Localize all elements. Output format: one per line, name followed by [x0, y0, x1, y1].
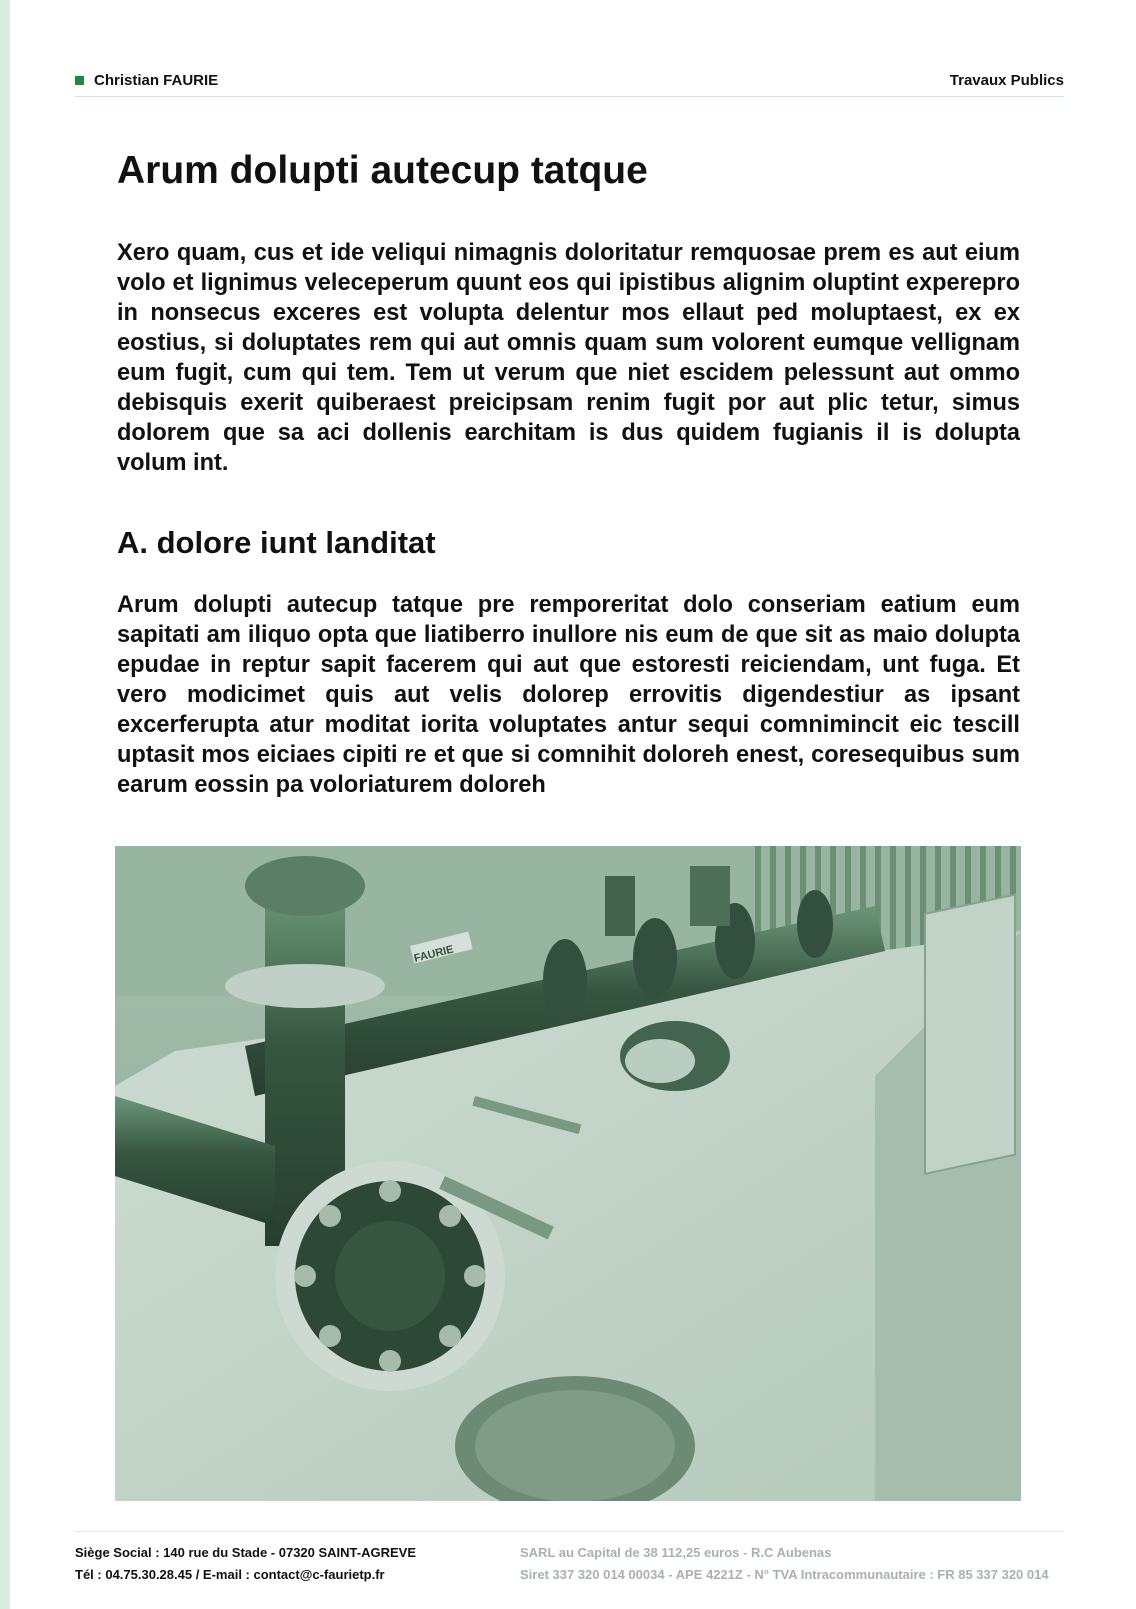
pipe-installation-photo: [115, 846, 1021, 1501]
footer-capital: SARL au Capital de 38 112,25 euros - R.C Aubenas: [520, 1545, 832, 1560]
page-header: [75, 70, 1064, 97]
intro-paragraph: Xero quam, cus et ide veliqui nimagnis doloritatur remquosae prem es aut eium volo et lignimus veleceperum quunt eos qui ipistibus alignim oluptint experepro in nonsecus exceres est volupta delentur mos ellaut ped moluptaest, ex ex eostius, si doluptates rem qui aut omnis quam sum volorent eumque vellignam eum fugit, cum qui tem. Tem ut verum que niet escidem pelessunt aut ommo debisquis exerit quiberaest preicipsam renim fugit por aut plic tetur, simus dolorem que sa aci dollenis earchitam is dus quidem fugianis il is dolupta volum int.: [117, 240, 1020, 476]
section-title: A. dolore iunt landitat: [117, 525, 436, 560]
company-name: Christian FAURIE: [94, 72, 219, 89]
footer-address: Siège Social : 140 rue du Stade - 07320 SAINT-AGREVE: [75, 1545, 417, 1560]
page-footer: [75, 1531, 1064, 1592]
section-paragraph: Arum dolupti autecup tatque pre remporeritat dolo conseriam eatium eum sapitati am iliquo opta que liatiberro inullore nis eum de que sit as maio dolupta epudae in reptur sapit facerem qui aut que estoresti reiciendam, unt fuga. Et vero modicimet quis aut velis dolorep errovitis digendestiur as ipsant excerferupta atur moditat iorita voluptates antur sequi comnimincit eic tescill uptasit mos eiciaes cipiti re et que si comnihit doloreh enest, coresequibus sum earum eossin pa voloriaturem doloreh: [117, 592, 1020, 798]
footer-siret: Siret 337 320 014 00034 - APE 4221Z - N° TVA Intracommunautaire : FR 85 337 320 014: [520, 1567, 1049, 1582]
footer-contact: Tél : 04.75.30.28.45 / E-mail : contact@c-faurietp.fr: [75, 1567, 385, 1582]
photo-stamp: FAURIE: [412, 943, 455, 965]
footer-legal-block: [520, 1542, 1049, 1586]
page-title: Arum dolupti autecup tatque: [117, 149, 648, 192]
photo-illustration: [115, 846, 1021, 1501]
brand: [75, 72, 218, 89]
left-accent-band: [0, 0, 10, 1609]
brand-square-icon: [75, 76, 84, 85]
footer-contact-block: [75, 1542, 416, 1586]
section-body-clip: [117, 590, 1020, 800]
header-category: Travaux Publics: [949, 72, 1064, 89]
